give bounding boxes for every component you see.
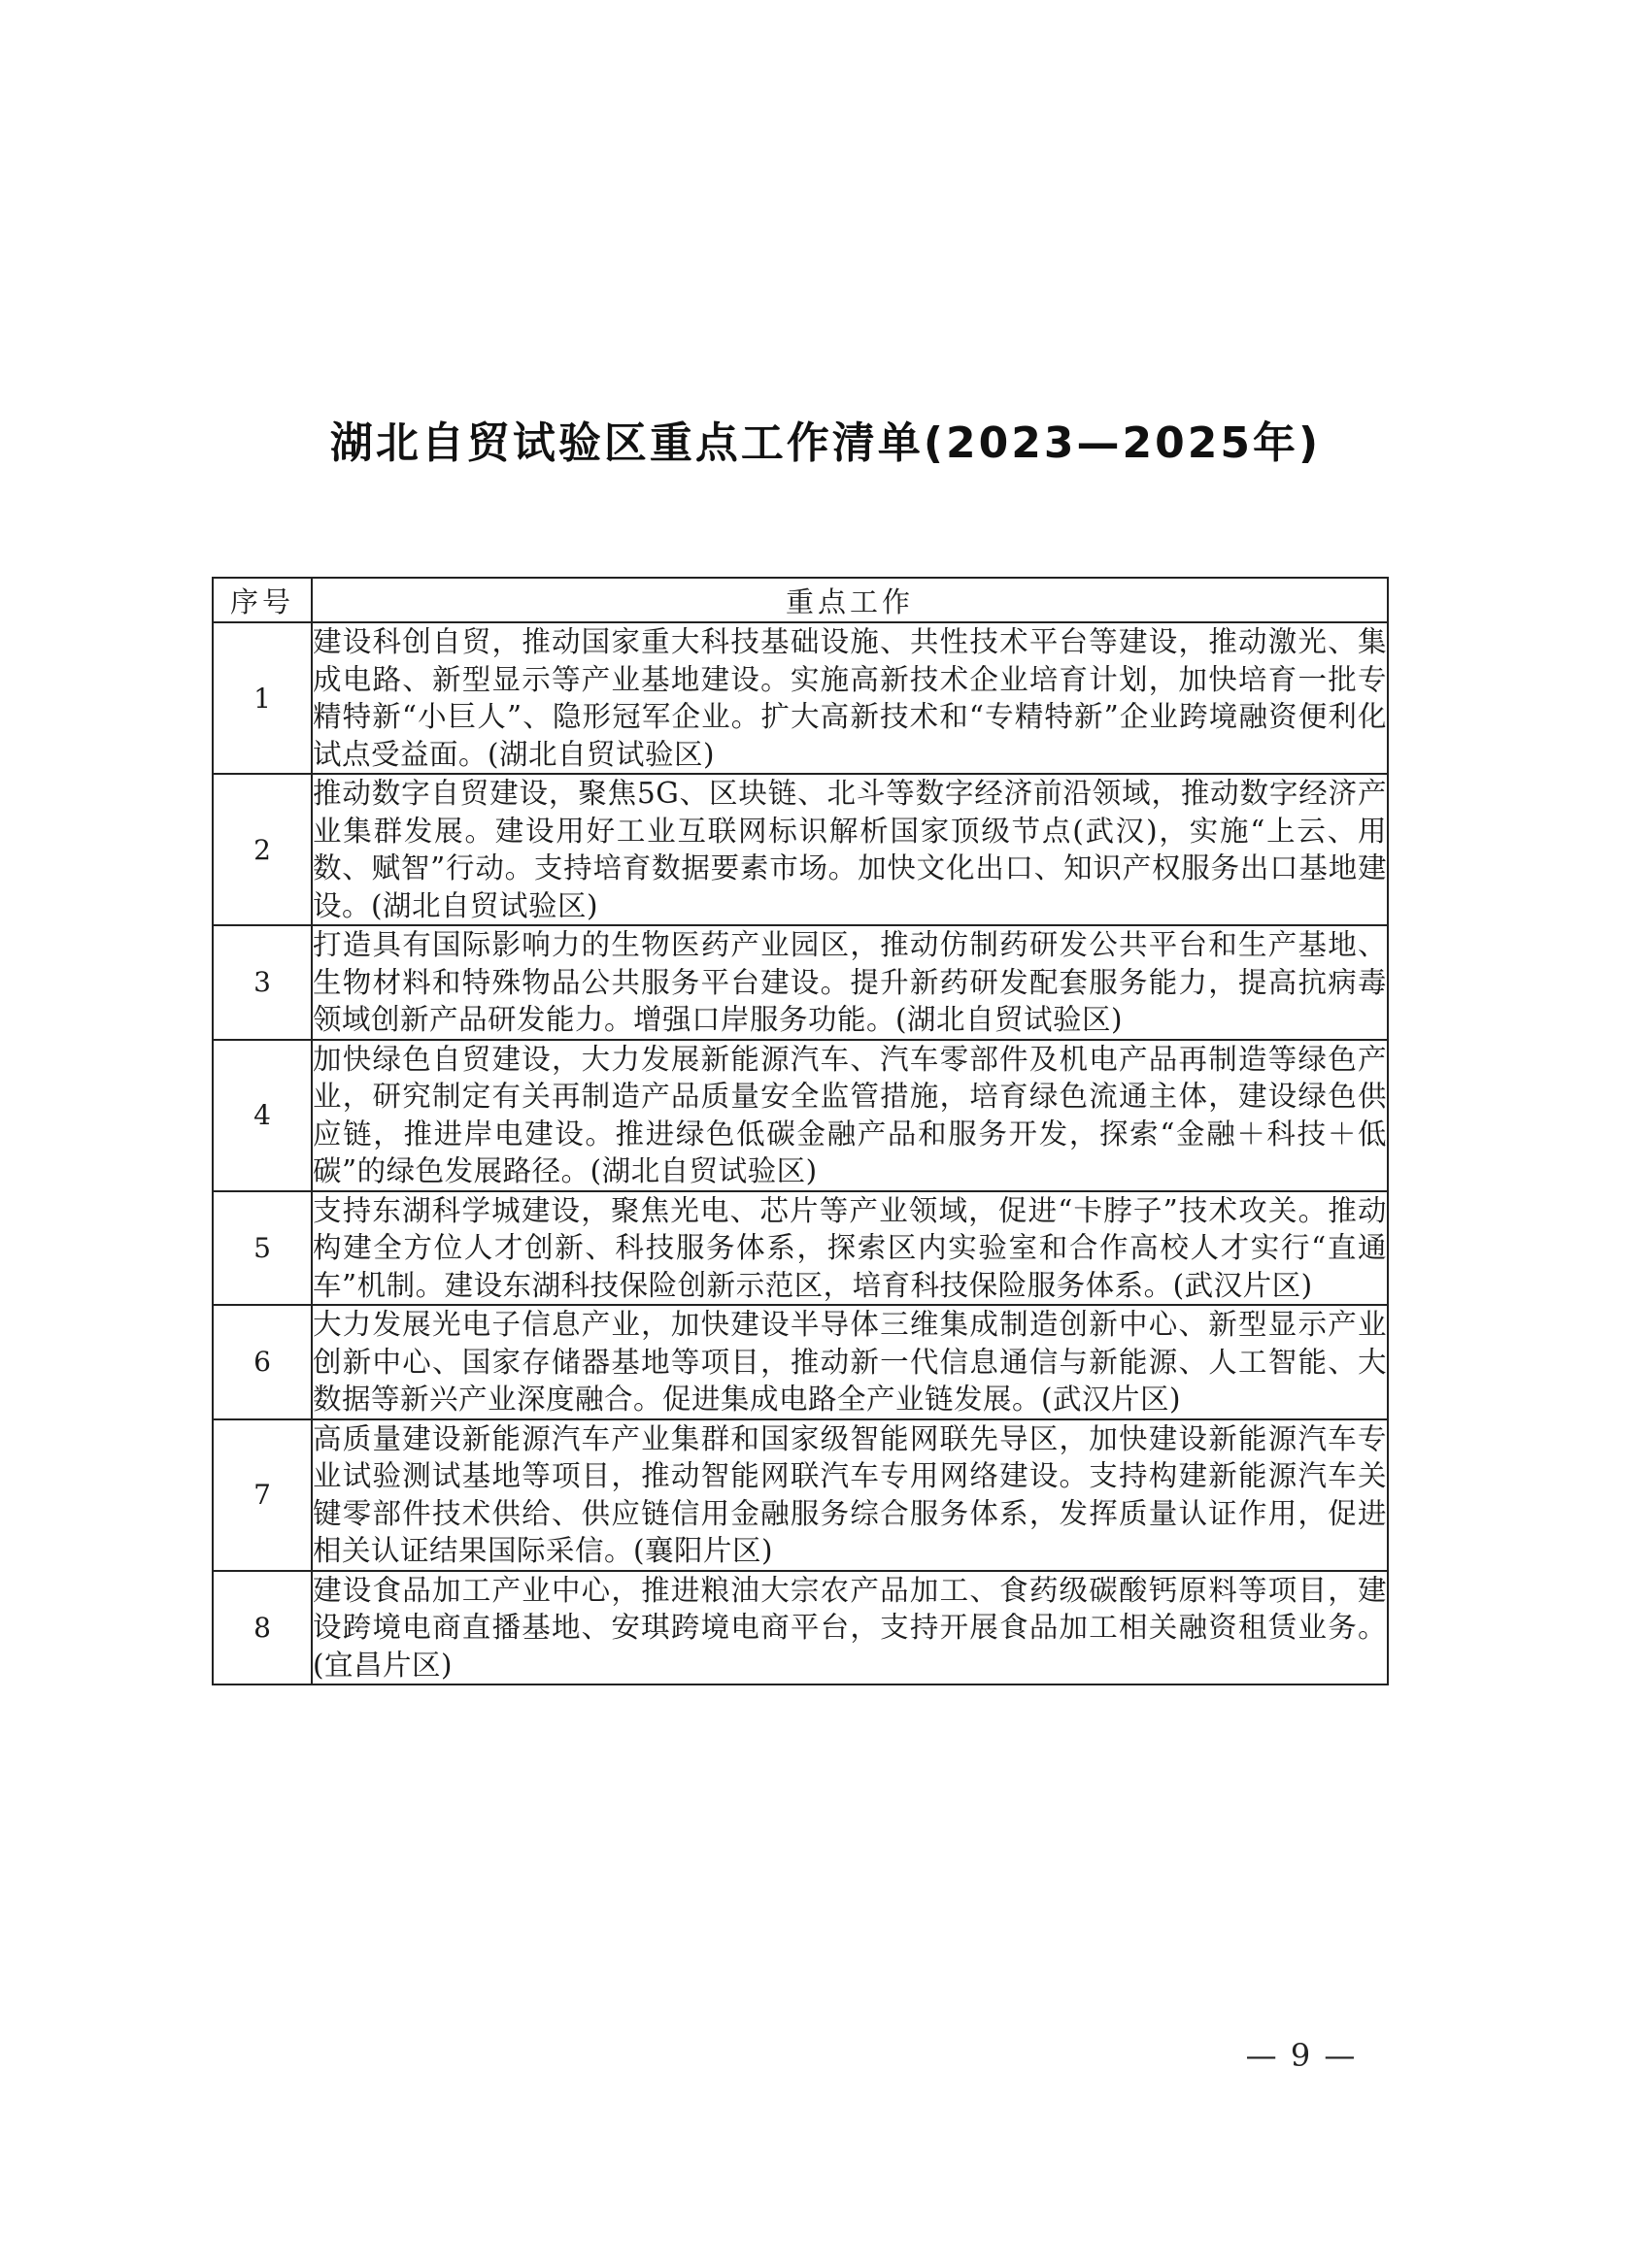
table-row <box>213 925 1388 1040</box>
table-row <box>213 1040 1388 1191</box>
table-row <box>213 1571 1388 1685</box>
row-task-text: 高质量建设新能源汽车产业集群和国家级智能网联先导区，加快建设新能源汽车专业试验测试基地等项目，推动智能网联汽车专用网络建设。支持构建新能源汽车关键零部件技术供给、供应链信用金融服务综合服务体系，发挥质量认证作用，促进相关认证结果国际采信。(襄阳片区) <box>312 1419 1388 1571</box>
header-task: 重点工作 <box>312 578 1388 622</box>
table-header-row <box>213 578 1388 622</box>
row-task-text: 支持东湖科学城建设，聚焦光电、芯片等产业领域，促进“卡脖子”技术攻关。推动构建全方位人才创新、科技服务体系，探索区内实验室和合作高校人才实行“直通车”机制。建设东湖科技保险创新示范区，培育科技保险服务体系。(武汉片区) <box>312 1191 1388 1306</box>
row-index: 3 <box>213 925 312 1040</box>
row-task-text: 推动数字自贸建设，聚焦5G、区块链、北斗等数字经济前沿领域，推动数字经济产业集群发展。建设用好工业互联网标识解析国家顶级节点(武汉)，实施“上云、用数、赋智”行动。支持培育数据要素市场。加快文化出口、知识产权服务出口基地建设。(湖北自贸试验区) <box>312 774 1388 925</box>
row-index: 4 <box>213 1040 312 1191</box>
row-index: 7 <box>213 1419 312 1571</box>
row-task-text: 建设食品加工产业中心，推进粮油大宗农产品加工、食药级碳酸钙原料等项目，建设跨境电商直播基地、安琪跨境电商平台，支持开展食品加工相关融资租赁业务。(宜昌片区) <box>312 1571 1388 1685</box>
row-index: 2 <box>213 774 312 925</box>
header-index: 序号 <box>213 578 312 622</box>
table-row <box>213 1419 1388 1571</box>
row-task-text: 打造具有国际影响力的生物医药产业园区，推动仿制药研发公共平台和生产基地、生物材料和特殊物品公共服务平台建设。提升新药研发配套服务能力，提高抗病毒领域创新产品研发能力。增强口岸服务功能。(湖北自贸试验区) <box>312 925 1388 1040</box>
row-task-text: 大力发展光电子信息产业，加快建设半导体三维集成制造创新中心、新型显示产业创新中心、国家存储器基地等项目，推动新一代信息通信与新能源、人工智能、大数据等新兴产业深度融合。促进集成电路全产业链发展。(武汉片区) <box>312 1305 1388 1419</box>
table-row <box>213 1191 1388 1306</box>
row-index: 8 <box>213 1571 312 1685</box>
table-row <box>213 774 1388 925</box>
page-title: 湖北自贸试验区重点工作清单(2023—2025年) <box>329 418 1322 468</box>
row-index: 1 <box>213 622 312 774</box>
row-index: 5 <box>213 1191 312 1306</box>
row-task-text: 加快绿色自贸建设，大力发展新能源汽车、汽车零部件及机电产品再制造等绿色产业，研究制定有关再制造产品质量安全监管措施，培育绿色流通主体，建设绿色供应链，推进岸电建设。推进绿色低碳金融产品和服务开发，探索“金融＋科技＋低碳”的绿色发展路径。(湖北自贸试验区) <box>312 1040 1388 1191</box>
row-task-text: 建设科创自贸，推动国家重大科技基础设施、共性技术平台等建设，推动激光、集成电路、新型显示等产业基地建设。实施高新技术企业培育计划，加快培育一批专精特新“小巨人”、隐形冠军企业。扩大高新技术和“专精特新”企业跨境融资便利化试点受益面。(湖北自贸试验区) <box>312 622 1388 774</box>
table-row <box>213 1305 1388 1419</box>
work-list-table <box>212 577 1389 1685</box>
table-row <box>213 622 1388 774</box>
page-number: — 9 — <box>1245 2037 1358 2074</box>
row-index: 6 <box>213 1305 312 1419</box>
